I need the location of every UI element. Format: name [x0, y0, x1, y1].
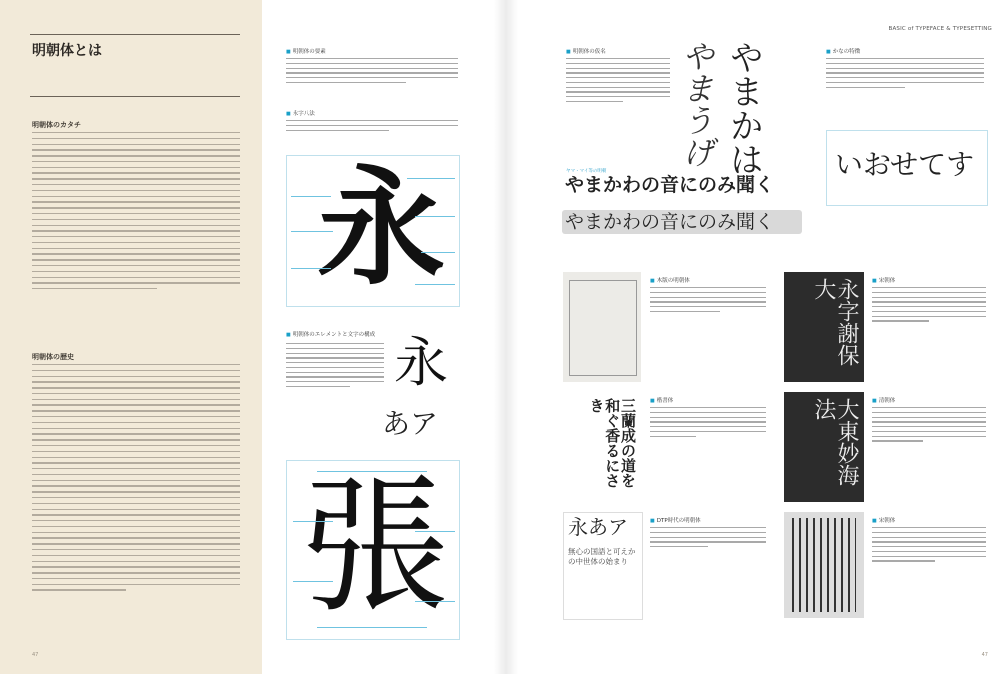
thumb-woodblock [563, 272, 641, 382]
vertical-kana-handwritten: やまうげ [677, 40, 715, 168]
glyph-ei: 永 [317, 155, 446, 303]
section-label: ■ 明朝体のエレメントと文字の構成 [286, 330, 375, 338]
section-label: ■ DTP時代の明朝体 [650, 516, 701, 524]
body-text [650, 407, 766, 440]
thumb-kaisho: 大東妙海法 [784, 392, 864, 502]
thumb-song: 永字謝保大 [784, 272, 864, 382]
section-label: ■ 楷書体 [650, 396, 673, 404]
sidebar-panel [0, 0, 262, 674]
section-heading: 明朝体のカタチ [32, 121, 81, 129]
section-label: ■ 木版の明朝体 [650, 276, 690, 284]
kana-sample: いおせてす [835, 148, 975, 181]
running-header: BASIC of TYPEFACE & TYPESETTING [888, 26, 992, 32]
section-heading: 明朝体の歴史 [32, 353, 74, 361]
figure-ei-eight-strokes [286, 155, 460, 307]
page-number: 47 [981, 652, 988, 658]
sample-line-1: やまかわの音にのみ聞く [565, 174, 775, 196]
divider [30, 96, 240, 97]
body-text [286, 120, 458, 134]
body-text [872, 527, 986, 565]
body-text [826, 58, 984, 91]
section-label: ■ 宋朝体 [872, 276, 895, 284]
body-text [286, 343, 384, 391]
thumb-dtp: 永あア 無心の国語と可えかの中世体の始まり [563, 512, 643, 620]
body-text [32, 364, 240, 595]
page-number: 47 [32, 652, 39, 658]
figure-kana-box [826, 130, 988, 206]
body-text [650, 527, 766, 551]
section-label: ■ かなの特徴 [826, 47, 860, 55]
sample-caption: ヤマ・マイ等の明朝 [566, 169, 607, 174]
section-label: ■ 永字八法 [286, 109, 315, 117]
vertical-kana-main: やまかは [723, 40, 764, 176]
section-label: ■ 宋朝体 [872, 516, 895, 524]
glyph-a-sample: あア [382, 407, 439, 440]
divider [30, 34, 240, 35]
body-text [872, 287, 986, 325]
body-text [872, 407, 986, 445]
body-text [566, 58, 670, 106]
section-label: ■ 明朝体の要素 [286, 47, 326, 55]
body-text [286, 58, 458, 87]
body-text [650, 287, 766, 316]
thumb-song-print [784, 512, 864, 618]
section-label: ■ 明朝体の仮名 [566, 47, 606, 55]
section-label: ■ 清朝体 [872, 396, 895, 404]
page-title: 明朝体とは [32, 43, 102, 59]
glyph-kou: 張 [301, 461, 449, 633]
figure-glyph-structure [286, 460, 460, 640]
spine-shadow [494, 0, 518, 674]
thumb-vertical-sample: 三蘭成の道を和ぐ香るにさき [563, 392, 641, 502]
body-text [32, 132, 240, 294]
sample-line-2: やまかわの音にのみ聞く [565, 211, 775, 233]
glyph-ei-small: 永 [394, 331, 448, 394]
